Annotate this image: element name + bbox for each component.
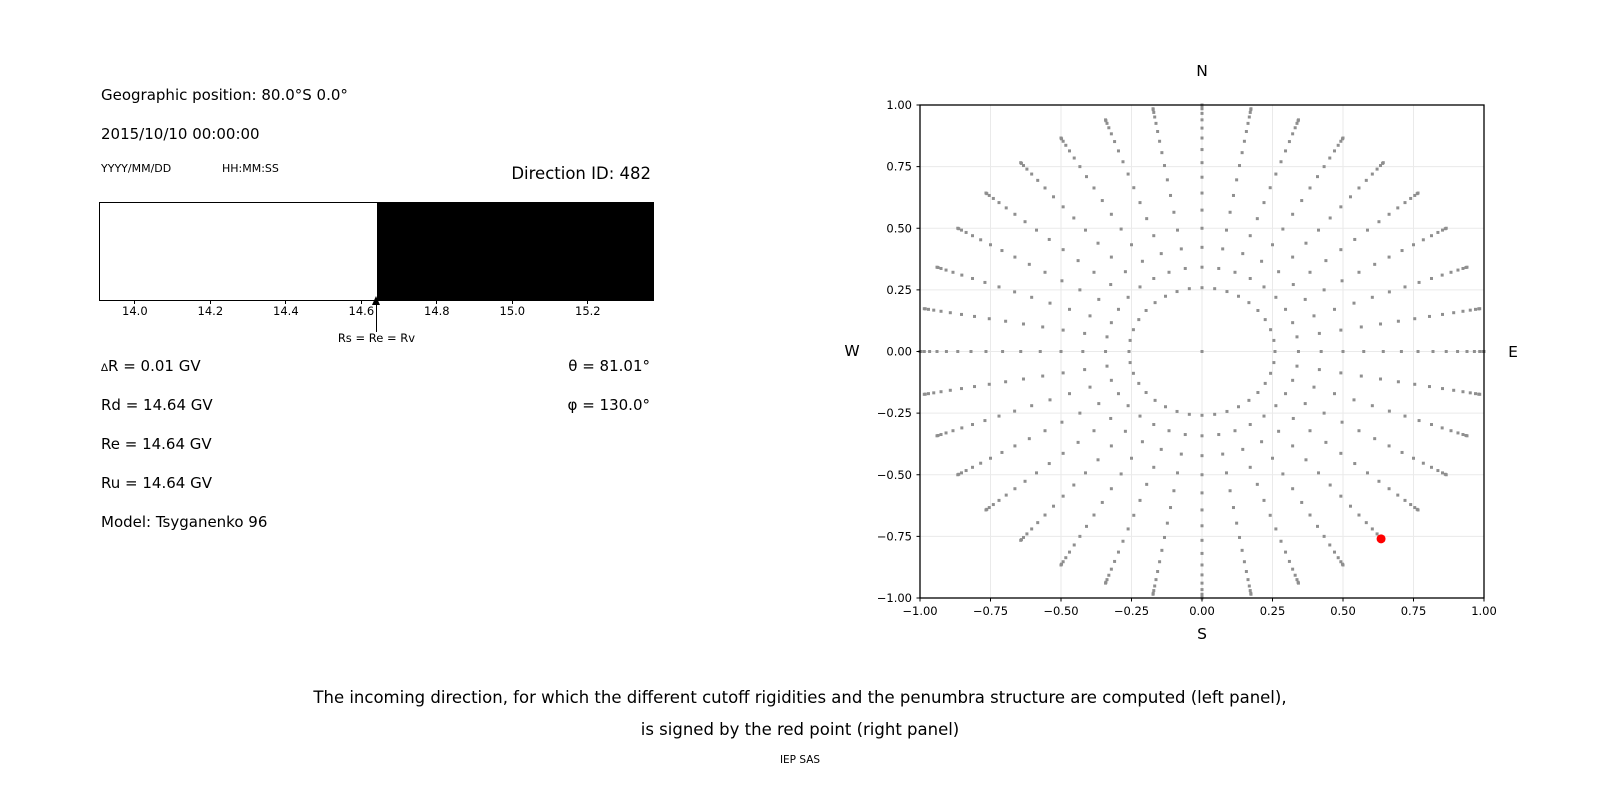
compass-west-label: W bbox=[844, 342, 860, 360]
direction-id: Direction ID: 482 bbox=[511, 164, 651, 183]
svg-text:−1.00: −1.00 bbox=[876, 591, 912, 605]
plot-ticks bbox=[917, 105, 1485, 602]
svg-text:−0.50: −0.50 bbox=[876, 467, 912, 482]
svg-text:1.00: 1.00 bbox=[886, 98, 912, 112]
model-name: Model: Tsyganenko 96 bbox=[101, 513, 268, 531]
svg-text:−1.00: −1.00 bbox=[902, 604, 938, 618]
cutoff-arrow-label: Rs = Re = Rv bbox=[337, 331, 416, 345]
direction-plot bbox=[810, 40, 1555, 690]
selected-direction-point bbox=[1377, 534, 1386, 543]
cutoff-arrow-head bbox=[372, 296, 380, 305]
penumbra-tick-label: 14.8 bbox=[424, 304, 450, 318]
svg-text:0.25: 0.25 bbox=[886, 282, 912, 297]
caption-line2: is signed by the red point (right panel) bbox=[640, 720, 960, 739]
re-value: Re = 14.64 GV bbox=[101, 435, 212, 453]
theta-value: θ = 81.01° bbox=[568, 357, 650, 375]
delta-r-value bbox=[101, 357, 201, 378]
caption-line1: The incoming direction, for which the different cutoff rigidities and the penumbra structure are computed (left panel), bbox=[313, 688, 1287, 707]
svg-text:0.00: 0.00 bbox=[886, 344, 912, 359]
figure-caption bbox=[0, 687, 1600, 767]
time-format-label: HH:MM:SS bbox=[222, 162, 279, 175]
geographic-position: Geographic position: 80.0°S 0.0° bbox=[101, 86, 348, 104]
penumbra-tick-label: 15.2 bbox=[575, 304, 601, 318]
compass-east-label: E bbox=[1508, 343, 1518, 361]
penumbra-tick-label: 14.6 bbox=[348, 304, 375, 318]
svg-text:−0.25: −0.25 bbox=[876, 406, 912, 421]
penumbra-chart bbox=[99, 202, 654, 301]
svg-text:1.00: 1.00 bbox=[1471, 604, 1497, 618]
compass-north-label: N bbox=[1196, 62, 1208, 80]
cutoff-arrow-line bbox=[376, 305, 377, 332]
svg-text:−0.75: −0.75 bbox=[972, 604, 1009, 618]
penumbra-tick-label: 14.4 bbox=[273, 304, 299, 318]
direction-grid-dots bbox=[919, 104, 1486, 600]
date-format-label: YYYY/MM/DD bbox=[101, 162, 172, 175]
rd-value: Rd = 14.64 GV bbox=[101, 396, 213, 414]
svg-text:−0.25: −0.25 bbox=[1113, 604, 1150, 618]
svg-text:0.75: 0.75 bbox=[1400, 604, 1427, 618]
svg-text:0.25: 0.25 bbox=[1259, 604, 1286, 618]
svg-text:0.50: 0.50 bbox=[886, 221, 912, 236]
penumbra-tick-label: 14.2 bbox=[197, 304, 224, 318]
svg-text:0.00: 0.00 bbox=[1189, 604, 1215, 618]
delta-symbol: ∆ bbox=[101, 362, 109, 374]
phi-value: φ = 130.0° bbox=[567, 396, 650, 414]
penumbra-tick-label: 14.0 bbox=[122, 304, 148, 318]
ru-value: Ru = 14.64 GV bbox=[101, 474, 212, 492]
svg-text:0.50: 0.50 bbox=[1330, 604, 1356, 618]
svg-text:0.75: 0.75 bbox=[886, 159, 912, 174]
datetime-value: 2015/10/10 00:00:00 bbox=[101, 125, 260, 143]
compass-south-label: S bbox=[1197, 625, 1207, 643]
delta-r-text: R = 0.01 GV bbox=[108, 357, 201, 375]
penumbra-tick-label: 15.0 bbox=[499, 304, 526, 318]
penumbra-forbidden-region bbox=[377, 203, 653, 300]
svg-text:−0.50: −0.50 bbox=[1043, 604, 1079, 618]
credit-label: IEP SAS bbox=[779, 754, 821, 766]
plot-tick-labels bbox=[877, 98, 1497, 618]
svg-text:−0.75: −0.75 bbox=[876, 529, 912, 544]
